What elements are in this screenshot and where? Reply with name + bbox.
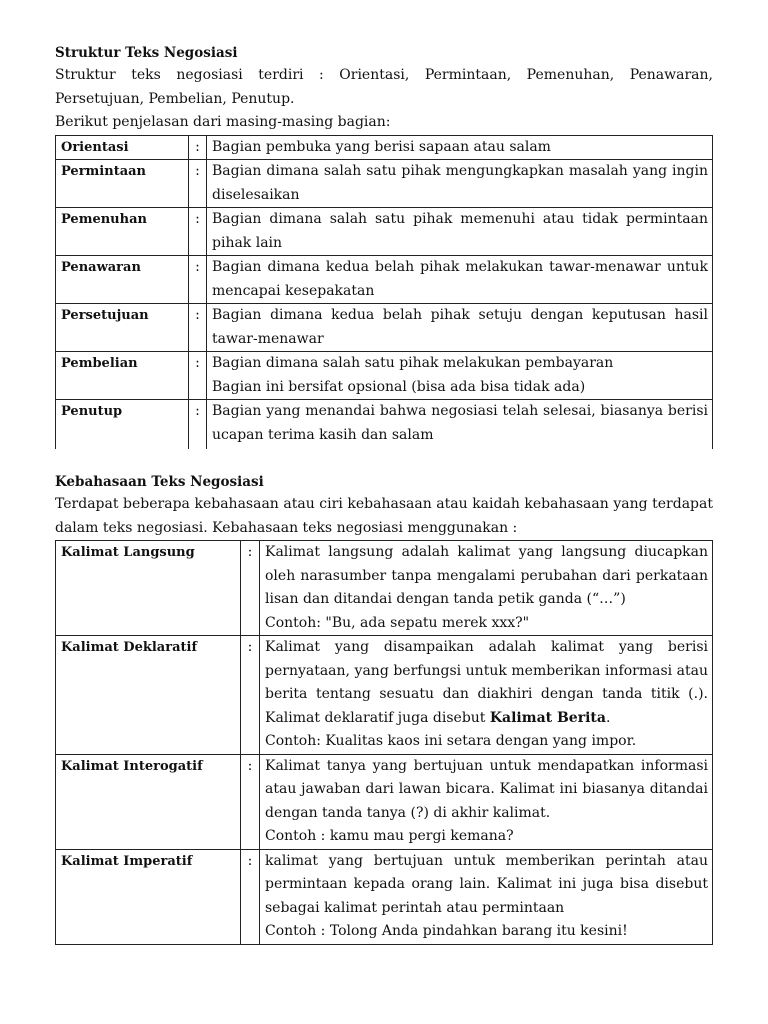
row-definition: Kalimat tanya yang bertujuan untuk mendapatkan informasi atau jawaban dari lawan bicara. Kalimat ini biasanya ditandai dengan tanda tanya (?) di akhir kalimat. [265, 757, 708, 821]
row-colon: : [241, 754, 260, 849]
table-row [56, 541, 713, 636]
row-colon: : [189, 208, 207, 256]
section-heading-struktur: Struktur Teks Negosiasi [55, 45, 238, 61]
struktur-lead: Berikut penjelasan dari masing-masing bagian: [55, 114, 391, 130]
row-term: Kalimat Langsung [56, 541, 241, 636]
row-description: Bagian yang menandai bahwa negosiasi telah selesai, biasanya berisi ucapan terima kasih dan salam [207, 400, 713, 450]
row-term: Orientasi [56, 135, 189, 160]
row-description [260, 636, 713, 755]
row-description [260, 754, 713, 849]
struktur-intro: Struktur teks negosiasi terdiri : Orientasi, Permintaan, Pemenuhan, Penawaran, Persetujuan, Pembelian, Penutup. [55, 67, 713, 107]
table-row [56, 135, 713, 160]
row-term: Kalimat Deklaratif [56, 636, 241, 755]
row-description [260, 849, 713, 944]
kebahasaan-table [55, 540, 713, 945]
row-description: Bagian dimana salah satu pihak mengungkapkan masalah yang ingin diselesaikan [207, 160, 713, 208]
row-description: Bagian dimana kedua belah pihak setuju dengan keputusan hasil tawar-menawar [207, 304, 713, 352]
row-example: Contoh : kamu mau pergi kemana? [265, 828, 514, 844]
table-row [56, 256, 713, 304]
row-definition: Kalimat yang disampaikan adalah kalimat yang berisi pernyataan, yang berfungsi untuk memberikan informasi atau berita tentang sesuatu dan diakhiri dengan tanda titik (.). Kalimat deklaratif juga disebut Kalimat Berita. [265, 639, 708, 726]
row-example: Contoh: Kualitas kaos ini setara dengan yang impor. [265, 733, 637, 749]
row-description [260, 541, 713, 636]
row-description: Bagian dimana salah satu pihak memenuhi atau tidak permintaan pihak lain [207, 208, 713, 256]
table-row [56, 636, 713, 755]
table-row [56, 352, 713, 400]
table-row [56, 304, 713, 352]
row-colon: : [241, 849, 260, 944]
document-page [55, 42, 713, 945]
row-colon: : [189, 304, 207, 352]
row-colon: : [241, 541, 260, 636]
table-row [56, 754, 713, 849]
row-term: Kalimat Imperatif [56, 849, 241, 944]
row-description: Bagian dimana salah satu pihak melakukan pembayaran Bagian ini bersifat opsional (bisa ada bisa tidak ada) [207, 352, 713, 400]
row-definition: kalimat yang bertujuan untuk memberikan perintah atau permintaan kepada orang lain. Kalimat ini juga bisa disebut sebagai kalimat perintah atau permintaan [265, 852, 708, 916]
row-term: Persetujuan [56, 304, 189, 352]
row-colon: : [189, 160, 207, 208]
row-colon: : [189, 352, 207, 400]
row-colon: : [189, 400, 207, 450]
row-definition: Kalimat langsung adalah kalimat yang langsung diucapkan oleh narasumber tanpa mengalami perubahan dari perkataan lisan dan ditandai dengan tanda petik ganda (“…”) [265, 544, 708, 607]
row-colon: : [189, 256, 207, 304]
table-row [56, 160, 713, 208]
kebahasaan-intro: Terdapat beberapa kebahasaan atau ciri kebahasaan atau kaidah kebahasaan yang terdapat dalam teks negosiasi. Kebahasaan teks negosiasi menggunakan : [55, 496, 713, 536]
row-description: Bagian dimana kedua belah pihak melakukan tawar-menawar untuk mencapai kesepakatan [207, 256, 713, 304]
table-row [56, 208, 713, 256]
row-description: Bagian pembuka yang berisi sapaan atau salam [207, 135, 713, 160]
row-term: Penawaran [56, 256, 189, 304]
row-example: Contoh: "Bu, ada sepatu merek xxx?" [265, 614, 530, 631]
struktur-table [55, 135, 713, 450]
row-colon: : [241, 636, 260, 755]
table-row [56, 400, 713, 450]
row-term: Permintaan [56, 160, 189, 208]
section-heading-kebahasaan: Kebahasaan Teks Negosiasi [55, 474, 264, 490]
row-example: Contoh : Tolong Anda pindahkan barang itu kesini! [265, 923, 628, 939]
row-term: Pembelian [56, 352, 189, 400]
row-term: Pemenuhan [56, 208, 189, 256]
table-row [56, 849, 713, 944]
row-colon: : [189, 135, 207, 160]
row-term: Penutup [56, 400, 189, 450]
bold-term: Kalimat Berita [489, 709, 606, 726]
row-term: Kalimat Interogatif [56, 754, 241, 849]
